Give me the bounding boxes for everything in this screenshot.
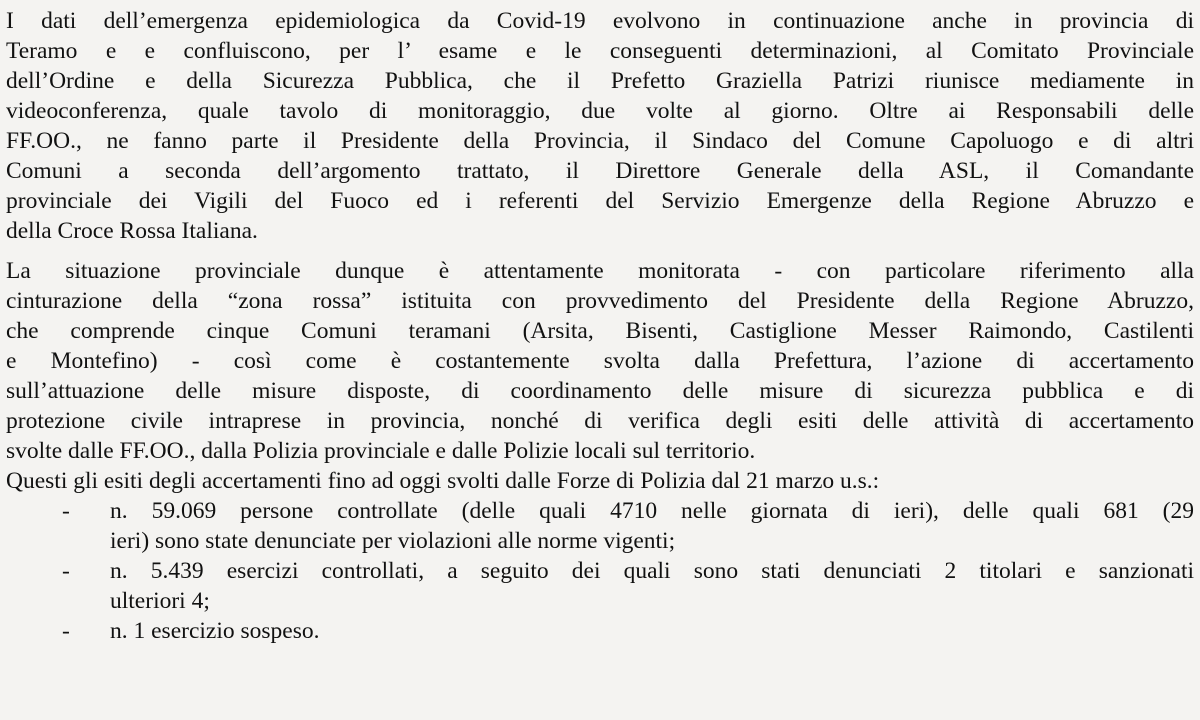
text-line: Comuni a seconda dell’argomento trattato, il Direttore Generale della ASL, il Comandante <box>6 158 1194 184</box>
text-line: n. 1 esercizio sospeso. <box>110 618 320 644</box>
text-line: sull’attuazione delle misure disposte, di coordinamento delle misure di sicurezza pubblica e di <box>6 378 1194 404</box>
text-line: protezione civile intraprese in provincia, nonché di verifica degli esiti delle attività di accertamento <box>6 408 1194 434</box>
text-line: ieri) sono state denunciate per violazioni alle norme vigenti; <box>110 528 676 554</box>
text-line: I dati dell’emergenza epidemiologica da Covid-19 evolvono in continuazione anche in provincia di <box>6 8 1194 34</box>
text-line: Teramo e e confluiscono, per l’ esame e le conseguenti determinazioni, al Comitato Provinciale <box>6 38 1194 64</box>
results-list <box>6 496 1194 646</box>
text-line: n. 5.439 esercizi controllati, a seguito dei quali sono stati denunciati 2 titolari e sanzionati <box>110 558 1194 584</box>
text-line: Questi gli esiti degli accertamenti fino ad oggi svolti dalle Forze di Polizia dal 21 marzo u.s.: <box>6 468 880 494</box>
text-line: e Montefino) - così come è costantemente svolta dalla Prefettura, l’azione di accertamento <box>6 348 1194 374</box>
text-line: cinturazione della “zona rossa” istituita con provvedimento del Presidente della Regione Abruzzo, <box>6 288 1194 314</box>
text-line: della Croce Rossa Italiana. <box>6 218 258 244</box>
text-line: n. 59.069 persone controllate (delle quali 4710 nelle giornata di ieri), delle quali 681 (29 <box>110 498 1194 524</box>
list-dash: - <box>62 618 70 644</box>
text-line: videoconferenza, quale tavolo di monitoraggio, due volte al giorno. Oltre ai Responsabili delle <box>6 98 1194 124</box>
text-line: svolte dalle FF.OO., dalla Polizia provinciale e dalle Polizie locali sul territorio. <box>6 438 756 464</box>
text-line: dell’Ordine e della Sicurezza Pubblica, che il Prefetto Graziella Patrizi riunisce mediamente in <box>6 68 1194 94</box>
text-line: provinciale dei Vigili del Fuoco ed i referenti del Servizio Emergenze della Regione Abruzzo e <box>6 188 1194 214</box>
paragraph-results-intro <box>6 466 1194 496</box>
paragraph-intro <box>6 6 1194 246</box>
text-line: ulteriori 4; <box>110 588 210 614</box>
text-line: FF.OO., ne fanno parte il Presidente della Provincia, il Sindaco del Comune Capoluogo e di altri <box>6 128 1194 154</box>
list-item <box>6 616 1194 646</box>
list-item <box>6 496 1194 556</box>
text-line: che comprende cinque Comuni teramani (Arsita, Bisenti, Castiglione Messer Raimondo, Castilenti <box>6 318 1194 344</box>
paragraph-situation <box>6 256 1194 466</box>
text-line: La situazione provinciale dunque è attentamente monitorata - con particolare riferimento alla <box>6 258 1194 284</box>
list-dash: - <box>62 498 70 524</box>
list-dash: - <box>62 558 70 584</box>
list-item <box>6 556 1194 616</box>
